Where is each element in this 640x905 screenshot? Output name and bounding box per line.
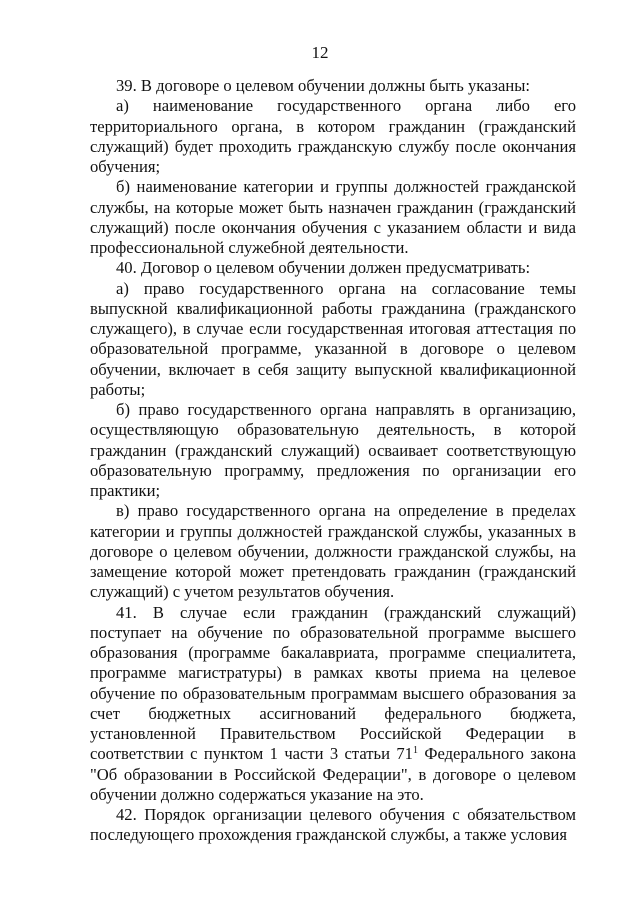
paragraph-41 xyxy=(90,603,576,806)
paragraph-42: 42. Порядок организации целевого обучения с обязательством последующего прохождения гражданской службы, а также условия xyxy=(90,805,576,845)
paragraph-40-v: в) право государственного органа на определение в пределах категории и группы должностей гражданской службы, указанных в договоре о целевом обучении, должности гражданской службы, на замещение которой может претендовать гражданин (гражданский служащий) с учетом результатов обучения. xyxy=(90,501,576,602)
paragraph-40-a: а) право государственного органа на согласование темы выпускной квалификационной работы гражданина (гражданского служащего), в случае если государственная итоговая аттестация по образовательной программе, указанной в договоре о целевом обучении, включает в себя защиту выпускной квалификационной работы; xyxy=(90,278,576,399)
paragraph-39-b: б) наименование категории и группы должностей гражданской службы, на которые может быть назначен гражданин (гражданский служащий) после окончания обучения с указанием области и вида профессиональной служебной деятельности. xyxy=(90,177,576,257)
article-superscript: 1 xyxy=(412,745,418,757)
paragraph-40-b: б) право государственного органа направлять в организацию, осуществляющую образовательную деятельность, в которой гражданин (гражданский служащий) осваивает соответствующую образовательную программу, предложения по организации его практики; xyxy=(90,400,576,500)
paragraph-41-text-after: Федерального закона "Об образовании в Российской Федерации", в договоре о целевом обучении должно содержаться указание на это. xyxy=(90,744,576,804)
paragraph-40: 40. Договор о целевом обучении должен предусматривать: xyxy=(116,258,531,278)
paragraph-41-text-before: 41. В случае если гражданин (гражданский служащий) поступает на обучение по образовательной программе высшего образования (программе бакалавриата, программе специалитета, программе магистратуры) в рамках квоты приема на целевое обучение по образовательным программам высшего образования за счет бюджетных ассигнований федерального бюджета, установленной Правительством Российской Федерации в соответствии с пунктом 1 части 3 статьи 71 xyxy=(90,602,576,764)
document-body xyxy=(90,76,576,846)
paragraph-39: 39. В договоре о целевом обучении должны быть указаны: xyxy=(116,76,530,95)
page-number: 12 xyxy=(311,43,329,62)
paragraph-39-a: а) наименование государственного органа либо его территориального органа, в котором гражданин (гражданский служащий) будет проходить гражданскую службу после окончания обучения; xyxy=(90,96,576,176)
